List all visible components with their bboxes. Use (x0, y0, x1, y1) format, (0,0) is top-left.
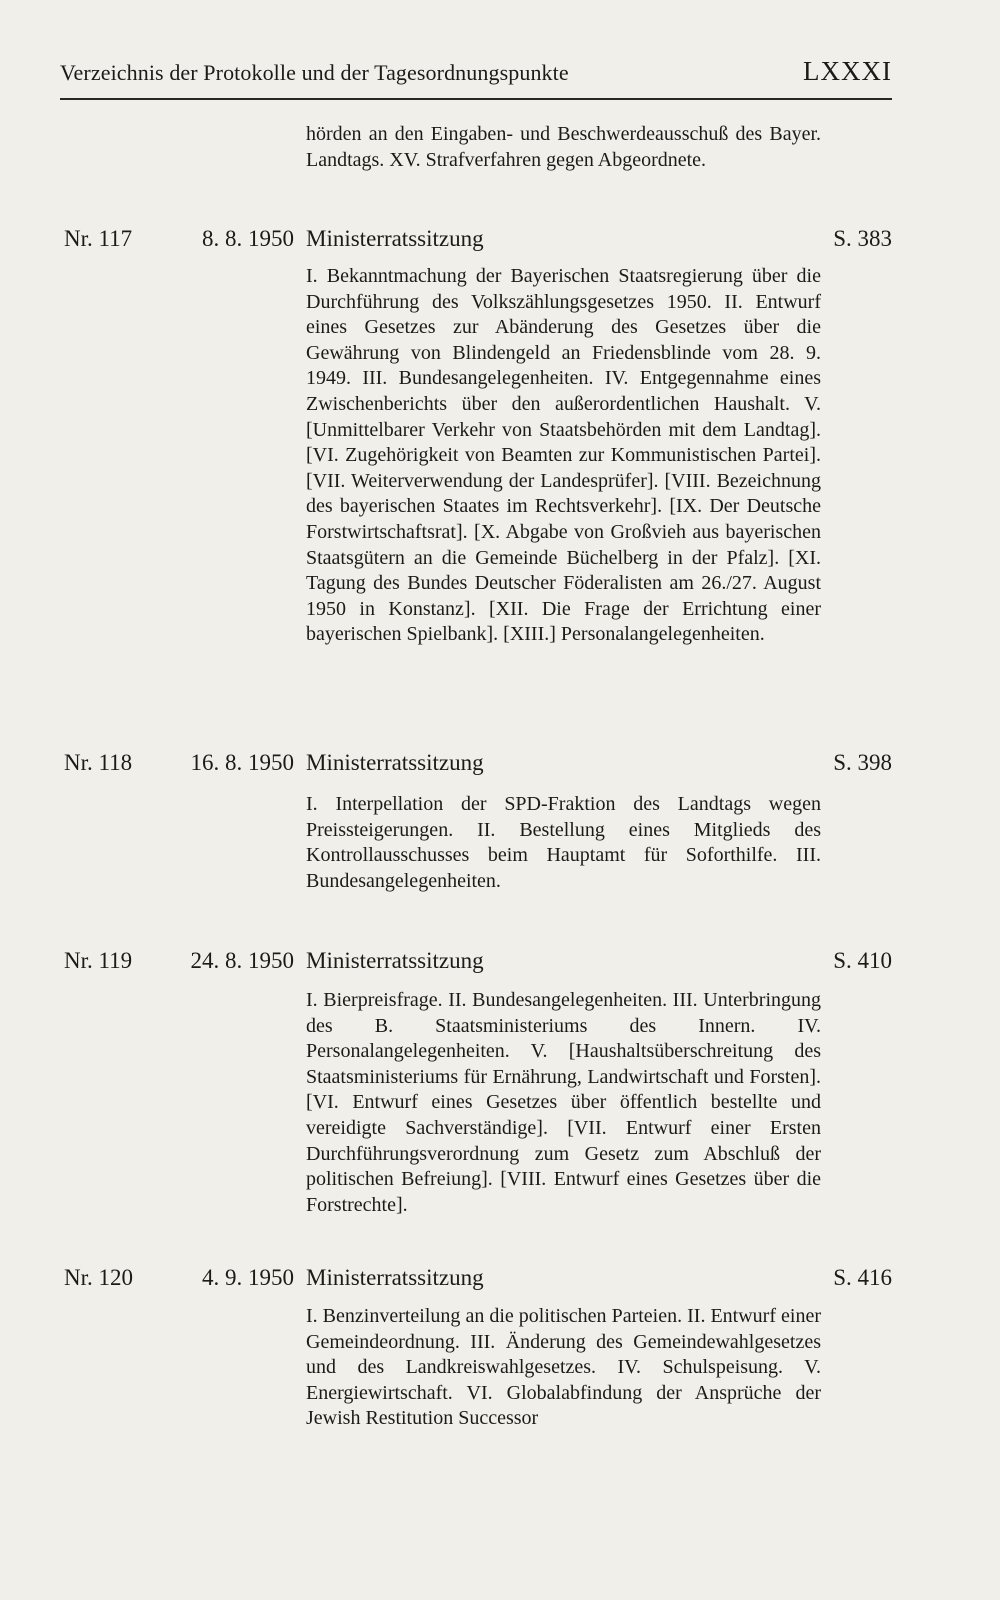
entry-header (0, 1265, 1000, 1297)
entry-number: Nr. 120 (64, 1265, 133, 1290)
entry-agenda-text: I. Bierpreisfrage. II. Bundesangelegenheiten. III. Unterbringung des B. Staatsministeriums des Innern. IV. Personalangelegenheiten. V. [Haushaltsüberschreitung des Staatsministeriums für Ernährung, Landwirtschaft und Forsten]. [VI. Entwurf eines Gesetzes über öffentlich bestellte und vereidigte Sachverständige]. [VII. Entwurf einer Ersten Durchführungsverordnung zum Gesetz zum Abschluß der politischen Befreiung]. [VIII. Entwurf eines Gesetzes über die Forstrechte]. (306, 989, 821, 1216)
entry-number: Nr. 118 (64, 750, 133, 775)
entry-number: Nr. 117 (64, 226, 133, 251)
entry-agenda-text: I. Interpellation der SPD-Fraktion des Landtags wegen Preissteigerungen. II. Bestellung eines Mitglieds des Kontrollausschusses beim Hauptamt für Soforthilfe. III. Bundesangelegenheiten. (306, 793, 821, 892)
entry-date: 24. 8. 1950 (190, 948, 294, 973)
entry-title: Ministerratssitzung (306, 750, 484, 775)
entry-header (0, 750, 1000, 782)
entry-page-ref: S. 416 (833, 1265, 892, 1290)
entry-page-ref: S. 410 (833, 948, 892, 973)
entry-title: Ministerratssitzung (306, 948, 484, 973)
entry-date: 8. 8. 1950 (202, 226, 294, 251)
entry-agenda-text: I. Benzinverteilung an die politischen Parteien. II. Entwurf einer Gemeindeordnung. III. Änderung des Gemeindewahlgesetzes und des Landkreiswahlgesetzes. IV. Schulspeisung. V. Energiewirtschaft. VI. Globalabfindung der Ansprüche der Jewish Restitution Successor (306, 1305, 821, 1430)
entry-number: Nr. 119 (64, 948, 133, 973)
entry-page-ref: S. 398 (833, 750, 892, 775)
header-title: Verzeichnis der Protokolle und der Tagesordnungspunkte (60, 60, 569, 85)
entry-header (0, 226, 1000, 258)
entry-title: Ministerratssitzung (306, 226, 484, 251)
header-page-number: LXXXI (803, 56, 892, 86)
continuation-text: hörden an den Eingaben- und Beschwerdeausschuß des Bayer. Landtags. XV. Strafverfahren gegen Abgeordnete. (306, 123, 821, 171)
entry-agenda-text: I. Bekanntmachung der Bayerischen Staatsregierung über die Durchführung des Volkszählungsgesetzes 1950. II. Entwurf eines Gesetzes zur Abänderung des Gesetzes über die Gewährung von Blindengeld an Friedensblinde vom 28. 9. 1949. III. Bundesangelegenheiten. IV. Entgegennahme eines Zwischenberichts über den außerordentlichen Haushalt. V. [Unmittelbarer Verkehr von Staatsbehörden mit dem Landtag]. [VI. Zugehörigkeit von Beamten zur Kommunistischen Partei]. [VII. Weiterverwendung der Landesprüfer]. [VIII. Bezeichnung des bayerischen Staates im Rechtsverkehr]. [IX. Der Deutsche Forstwirtschaftsrat]. [X. Abgabe von Großvieh aus bayerischen Staatsgütern an die Gemeinde Büchelberg in der Pfalz]. [XI. Tagung des Bundes Deutscher Föderalisten am 26./27. August 1950 in Konstanz]. [XII. Die Frage der Errichtung einer bayerischen Spielbank]. [XIII.] Personalangelegenheiten. (306, 265, 821, 646)
entry-header (0, 948, 1000, 980)
entry-date: 16. 8. 1950 (190, 750, 294, 775)
running-header (60, 58, 892, 100)
entry-title: Ministerratssitzung (306, 1265, 484, 1290)
entry-date: 4. 9. 1950 (202, 1265, 294, 1290)
entry-page-ref: S. 383 (833, 226, 892, 251)
